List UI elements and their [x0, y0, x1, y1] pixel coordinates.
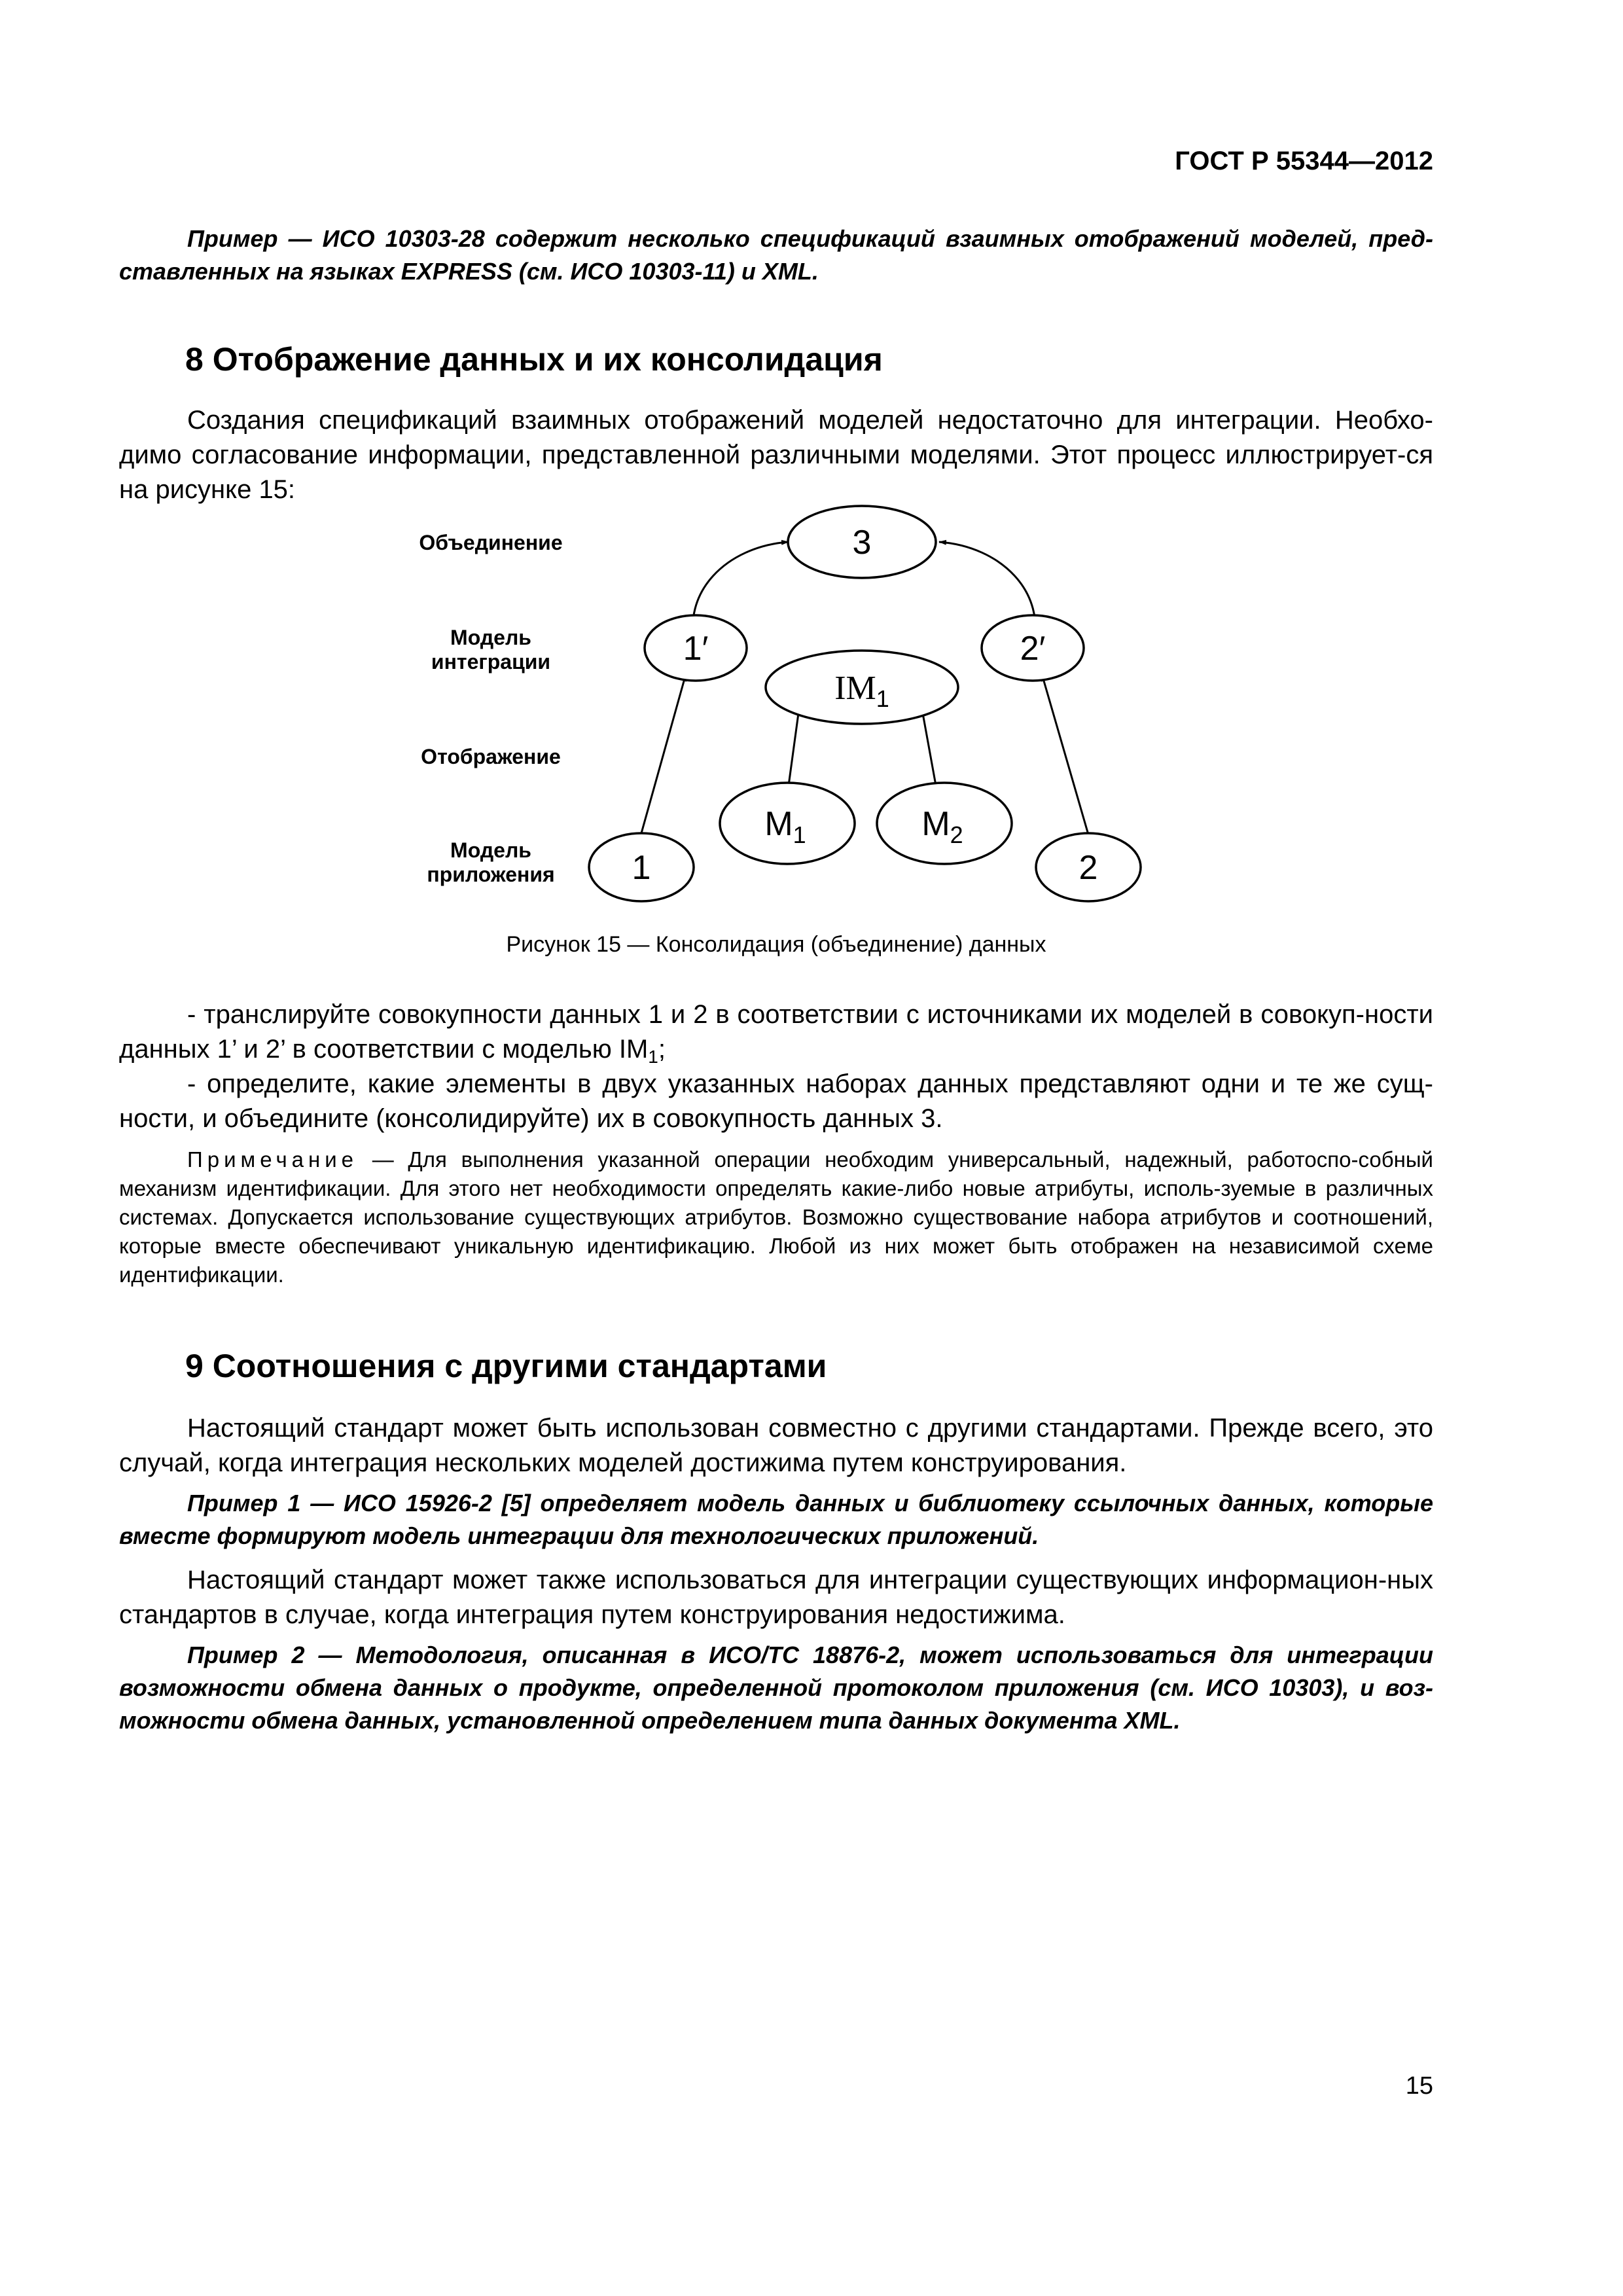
node-1-prime-label: 1′ [683, 630, 709, 668]
node-3-label: 3 [852, 524, 872, 562]
section-9-paragraph-1: Настоящий стандарт может быть использован совместно с другими стандартами. Прежде всего, это случай, когда интеграция нескольких моделей достижима путем конструирования. [119, 1414, 1433, 1477]
node-2-prime-label: 2′ [1020, 630, 1046, 668]
consolidation-diagram [393, 497, 1152, 916]
node-2-label: 2 [1079, 849, 1098, 887]
bullet-identify: - определите, какие элементы в двух указанных наборах данных представляют одни и те же сущ-ности, и объедините (консолидируйте) их в совокупность данных 3. [119, 1069, 1433, 1133]
label-application-model-line2: приложения [427, 863, 555, 886]
node-m2-label: M2 [921, 805, 963, 848]
section-9-heading: 9 Соотношения с другими стандартами [185, 1348, 827, 1384]
node-m1-label: M1 [764, 805, 806, 848]
label-application-model-line1: Модель [450, 838, 531, 862]
document-header: ГОСТ Р 55344—2012 [1175, 147, 1433, 175]
node-im1-label: IM1 [834, 670, 889, 712]
link-im1-m2 [923, 713, 936, 785]
link-im1-m1 [789, 713, 798, 785]
section-9-example-1: Пример 1 — ИСО 15926-2 [5] определяет модель данных и библиотеку ссылочных данных, которые вместе формируют модель интеграции для технологических приложений. [119, 1490, 1433, 1549]
section-8-paragraph: Создания спецификаций взаимных отображений моделей недостаточно для интеграции. Необхо-димо согласование информации, представленной различными моделями. Этот процесс иллюстрирует-ся на рисунке 15: [119, 406, 1433, 504]
section-9-paragraph-2: Настоящий стандарт может также использоваться для интеграции существующих информацион-ных стандартов в случае, когда интеграция путем конструирования недостижима. [119, 1566, 1433, 1629]
section-8-heading: 8 Отображение данных и их консолидация [185, 341, 883, 378]
label-integration-model-line2: интеграции [431, 650, 551, 673]
note-text: — Для выполнения указанной операции необходим универсальный, надежный, работоспо-собный механизм идентификации. Для этого нет необходимости определять какие-либо новые атрибуты, исполь-зуемые в различных системах. Допускается использование существующих атрибутов. Возможно существование набора атрибутов и соотношений, которые вместе обеспечивают уникальную идентификацию. Любой из них может быть отображен на независимой схеме идентификации. [119, 1147, 1433, 1287]
label-union: Объединение [419, 531, 563, 554]
bullet-translate-text: - транслируйте совокупности данных 1 и 2 в соответствии с источниками их моделей в совокуп-ности данных 1’ и 2’ в соответствии с моделью IM [119, 1000, 1433, 1064]
note-paragraph [119, 1145, 1433, 1289]
bullet-translate-end: ; [658, 1035, 666, 1064]
example-paragraph: Пример — ИСО 10303-28 содержит несколько спецификаций взаимных отображений моделей, пред-ставленных на языках EXPRESS (см. ИСО 10303-11) и XML. [119, 225, 1433, 285]
bullet-translate-subscript: 1 [648, 1047, 658, 1067]
figure-caption: Рисунок 15 — Консолидация (объединение) данных [506, 932, 1046, 957]
label-mapping: Отображение [421, 745, 561, 768]
arrow-1-to-1prime [641, 674, 686, 833]
page-number: 15 [1405, 2072, 1433, 2100]
section-9-example-2: Пример 2 — Методология, описанная в ИСО/ТС 18876-2, может использоваться для интеграции возможности обмена данных о продукте, определенной протоколом приложения (см. ИСО 10303), и воз-можности обмена данных, установленной определением типа данных документа XML. [119, 1641, 1433, 1734]
arrow-2-to-2prime [1042, 674, 1088, 834]
note-label: Примечание [187, 1147, 359, 1172]
label-integration-model-line1: Модель [450, 626, 531, 649]
bullet-translate [119, 997, 1433, 1074]
node-1-label: 1 [632, 849, 651, 887]
